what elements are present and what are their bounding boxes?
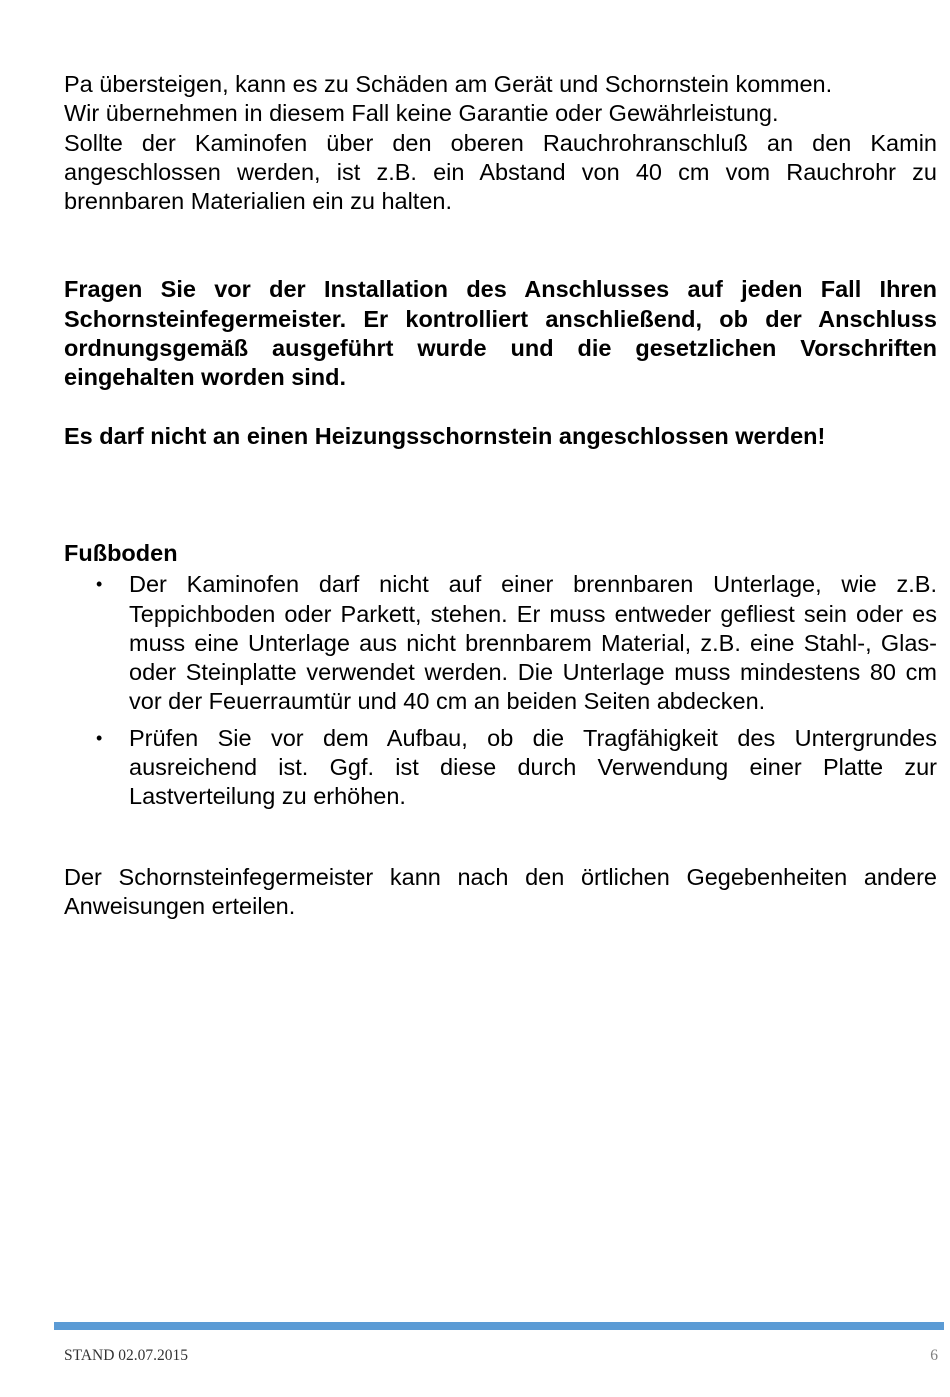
page-number: 6 xyxy=(930,1347,938,1364)
bullet-icon: • xyxy=(96,727,103,748)
list-item-text: Der Kaminofen darf nicht auf einer brennbaren Unterlage, wie z.B. Teppichboden oder Parkett, stehen. Er muss entweder gefliest sein oder es muss eine Unterlage aus nicht brennbarem Material, z.B. eine Stahl-, Glas- oder Steinplatte verwendet werden. Die Unterlage muss mindestens 80 cm vor der Feuerraumtür und 40 cm an beiden Seiten abdecken. xyxy=(129,571,937,715)
floor-requirements-list xyxy=(64,570,937,811)
footer-date-stamp: STAND 02.07.2015 xyxy=(64,1347,189,1364)
intro-line-2: Wir übernehmen in diesem Fall keine Garantie oder Gewährleistung. xyxy=(64,100,779,127)
list-item-text: Prüfen Sie vor dem Aufbau, ob die Tragfähigkeit des Untergrundes ausreichend ist. Ggf. ist diese durch Verwendung einer Platte zur Lastverteilung zu erhöhen. xyxy=(129,724,937,810)
chimney-sweep-notice: Fragen Sie vor der Installation des Anschlusses auf jeden Fall Ihren Schornsteinfegermeister. Er kontrolliert anschließend, ob der Anschluss ordnungsgemäß ausgeführt wurde und die gesetzlichen Vorschriften eingehalten worden sind. xyxy=(64,276,937,391)
intro-line-1: Pa übersteigen, kann es zu Schäden am Gerät und Schornstein kommen. xyxy=(64,71,833,97)
list-item xyxy=(64,724,937,812)
page-body xyxy=(64,70,937,921)
footer-divider xyxy=(54,1322,944,1330)
closing-paragraph: Der Schornsteinfegermeister kann nach den örtlichen Gegebenheiten andere Anweisungen erteilen. xyxy=(64,863,937,919)
intro-paragraph: Sollte der Kaminofen über den oberen Rauchrohranschluß an den Kamin angeschlossen werden, ist z.B. ein Abstand von 40 cm vom Rauchrohr zu brennbaren Materialien ein zu halten. xyxy=(64,129,937,215)
intro-text xyxy=(64,70,937,216)
section-heading-floor: Fußboden xyxy=(64,539,178,566)
heating-chimney-warning: Es darf nicht an einen Heizungsschornstein angeschlossen werden! xyxy=(64,422,826,449)
bullet-icon: • xyxy=(96,574,103,595)
list-item xyxy=(64,570,937,716)
